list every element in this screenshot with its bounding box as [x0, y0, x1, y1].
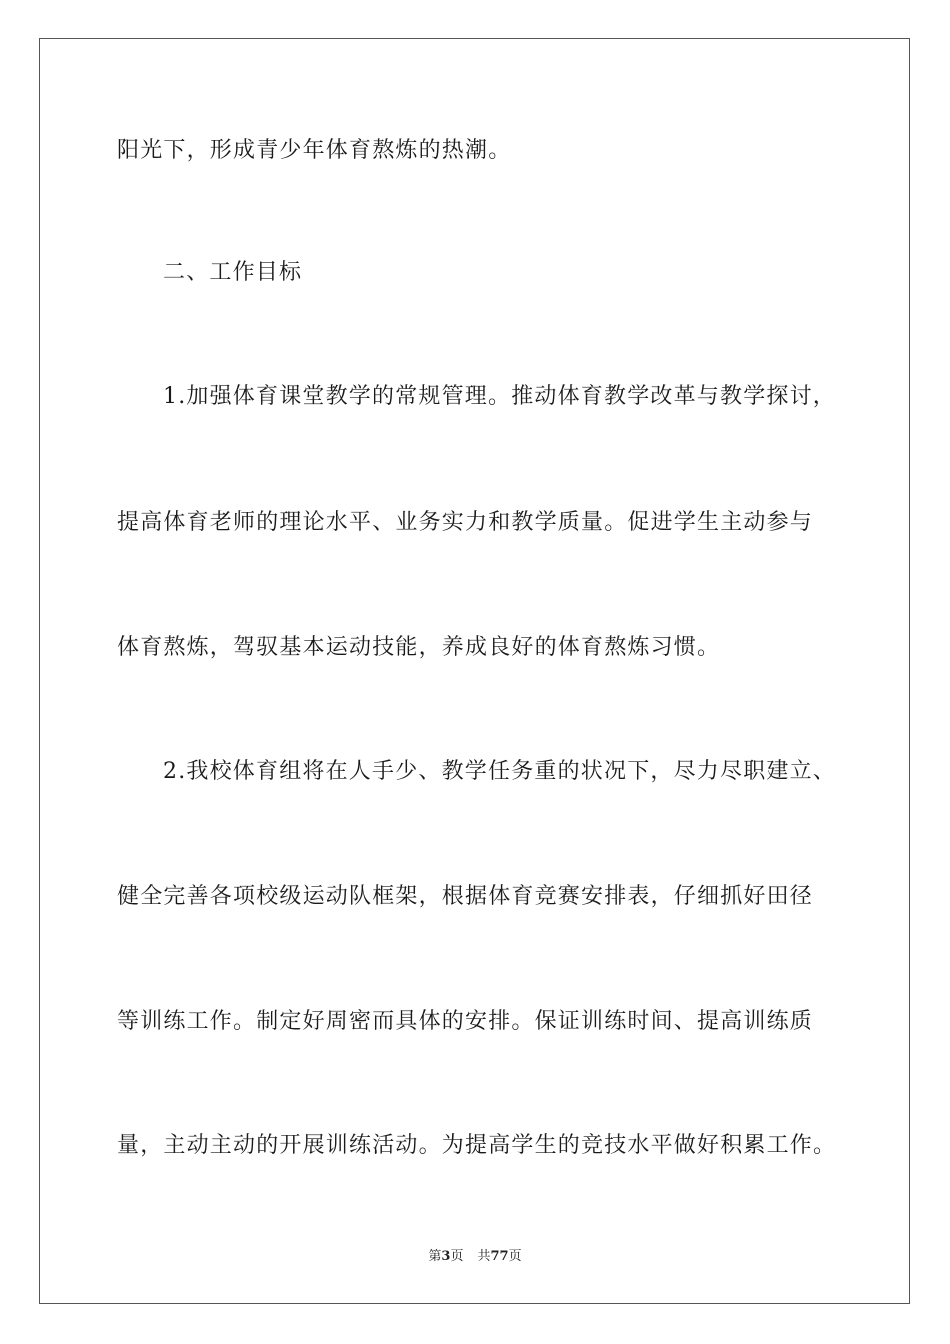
text-line: 健全完善各项校级运动队框架，根据体育竞赛安排表，仔细抓好田径: [117, 884, 814, 909]
current-page-number: 3: [441, 1249, 451, 1264]
text-line: 等训练工作。制定好周密而具体的安排。保证训练时间、提高训练质: [117, 1009, 814, 1034]
text-line: 2.我校体育组将在人手少、教学任务重的状况下，尽力尽职建立、: [163, 759, 836, 784]
text-line: 体育熬炼，驾驭基本运动技能，养成良好的体育熬炼习惯。: [117, 635, 721, 660]
text-line: 提高体育老师的理论水平、业务实力和教学质量。促进学生主动参与: [117, 510, 814, 535]
text-line: 阳光下，形成青少年体育熬炼的热潮。: [117, 138, 512, 163]
text-line: 量，主动主动的开展训练活动。为提高学生的竞技水平做好积累工作。: [117, 1133, 837, 1158]
text-line: 1.加强体育课堂教学的常规管理。推动体育教学改革与教学探讨，: [163, 384, 836, 409]
footer-total-prefix: 共: [477, 1249, 491, 1264]
footer-page-suffix: 页: [450, 1249, 464, 1264]
footer-total-suffix: 页: [508, 1249, 522, 1264]
total-pages: 77: [490, 1249, 509, 1264]
section-heading: 二、工作目标: [163, 260, 303, 285]
page-footer: [0, 1249, 950, 1265]
footer-page-prefix: 第: [428, 1249, 442, 1264]
page-border: [39, 38, 910, 1304]
